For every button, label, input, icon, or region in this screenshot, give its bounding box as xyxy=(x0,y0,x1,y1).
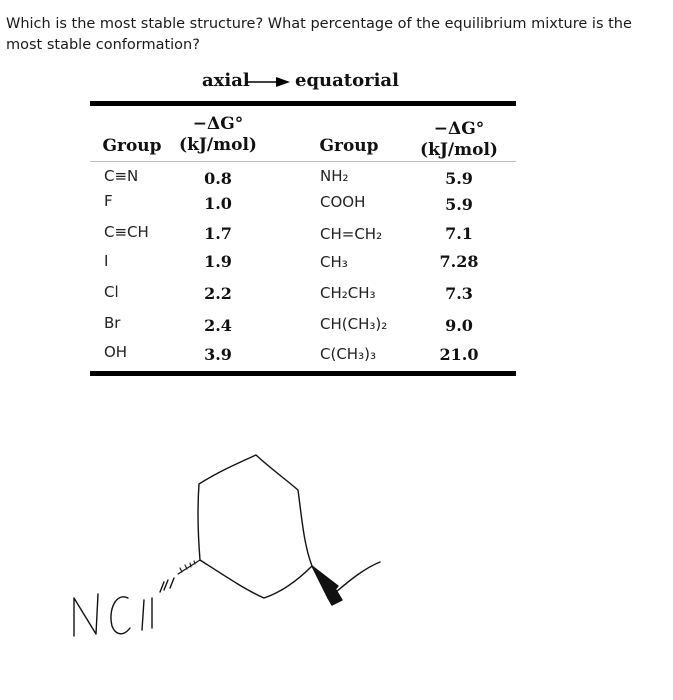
left-group-cell: Cl xyxy=(104,283,119,301)
equatorial-label: equatorial xyxy=(295,70,399,91)
axial-equatorial-header xyxy=(0,70,673,96)
cyclohexane-sketch xyxy=(60,440,400,650)
right-group-cell: NH₂ xyxy=(320,167,349,185)
right-group-cell: CH₂CH₃ xyxy=(320,284,376,302)
right-dg-cell: 5.9 xyxy=(445,169,473,188)
left-dg-cell: 3.9 xyxy=(204,345,232,364)
table-top-rule xyxy=(90,101,516,106)
left-group-cell: Br xyxy=(104,314,121,332)
handwritten-c xyxy=(111,597,130,634)
left-group-cell: C≡N xyxy=(104,167,139,185)
question-text: Which is the most stable structure? What percentage of the equilibrium mixture is the most stable conformation? xyxy=(6,16,632,53)
right-dg-cell: 7.1 xyxy=(445,224,473,243)
right-dg-cell: 21.0 xyxy=(439,345,479,364)
axial-label: axial xyxy=(202,70,250,91)
left-dg-cell: 0.8 xyxy=(204,169,232,188)
left-group-header: Group xyxy=(102,136,162,156)
table-bottom-rule xyxy=(90,371,516,376)
right-arrow-icon xyxy=(246,74,292,90)
right-group-header: Group xyxy=(319,136,379,156)
right-group-cell: CH(CH₃)₂ xyxy=(320,315,388,333)
equatorial-substituent-stroke xyxy=(336,562,380,592)
ring-outline xyxy=(198,455,312,598)
left-group-cell: F xyxy=(104,192,113,210)
right-group-cell: C(CH₃)₃ xyxy=(320,345,376,363)
right-dg-header-units: (kJ/mol) xyxy=(420,140,498,160)
left-dg-cell: 2.2 xyxy=(204,284,232,303)
left-dg-header-units: (kJ/mol) xyxy=(179,135,257,155)
left-dg-cell: 1.7 xyxy=(204,224,232,243)
handwritten-n xyxy=(74,594,98,636)
right-dg-cell: 9.0 xyxy=(445,316,473,335)
right-dg-cell: 5.9 xyxy=(445,195,473,214)
right-dg-header-symbol: −ΔG° xyxy=(433,119,485,139)
hashed-bond xyxy=(178,560,200,574)
right-dg-cell: 7.28 xyxy=(439,252,479,271)
right-group-cell: COOH xyxy=(320,193,366,211)
left-group-cell: I xyxy=(104,252,109,270)
right-dg-cell: 7.3 xyxy=(445,284,473,303)
left-dg-header-symbol: −ΔG° xyxy=(192,114,244,134)
left-group-cell: C≡CH xyxy=(104,223,149,241)
right-group-cell: CH=CH₂ xyxy=(320,225,383,243)
left-dg-cell: 1.9 xyxy=(204,252,232,271)
right-group-cell: CH₃ xyxy=(320,253,348,271)
left-dg-cell: 2.4 xyxy=(204,316,232,335)
left-dg-cell: 1.0 xyxy=(204,194,232,213)
table-header-rule xyxy=(90,161,516,162)
left-group-cell: OH xyxy=(104,343,128,361)
